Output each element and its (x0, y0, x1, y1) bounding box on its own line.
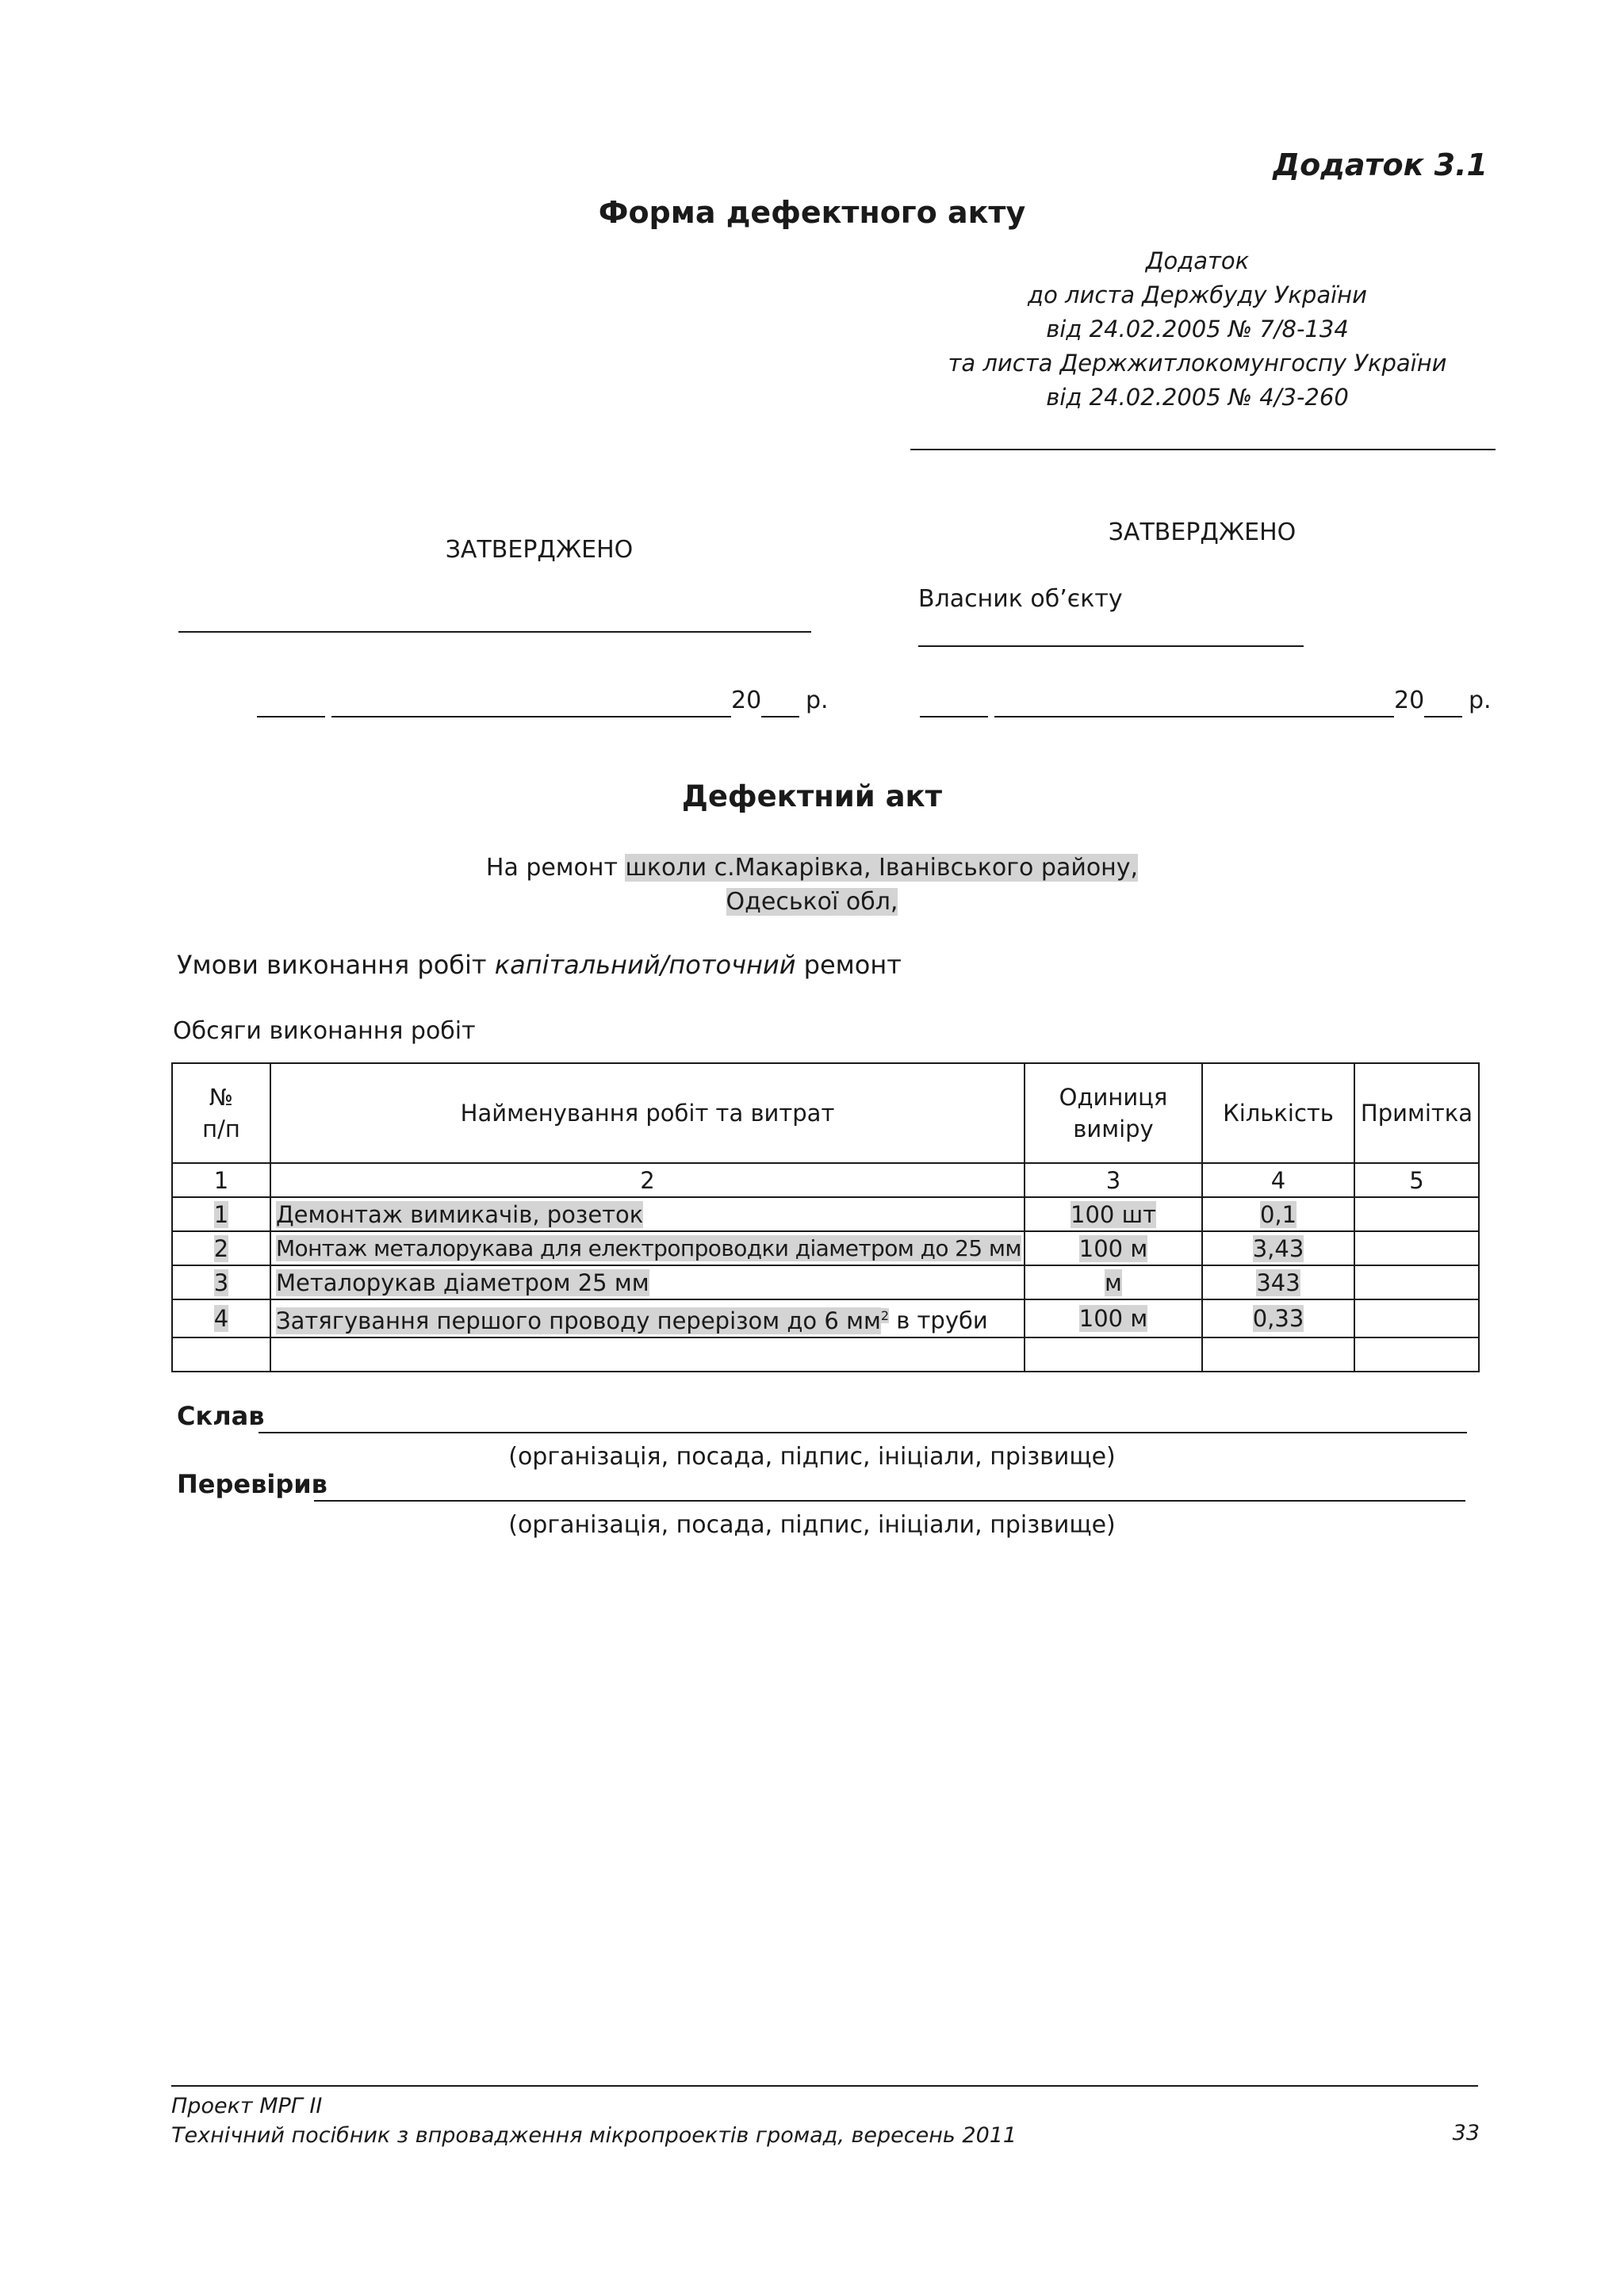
work-conditions (177, 950, 902, 980)
row-num: 3 (213, 1269, 229, 1296)
reference-line: від 24.02.2005 № 4/3-260 (1046, 384, 1349, 411)
table-row-empty (172, 1337, 1479, 1372)
column-number: 3 (1025, 1163, 1202, 1197)
act-title: Дефектний акт (681, 779, 943, 813)
date-month-line-left (331, 716, 731, 718)
conditions-prefix: Умови виконання робіт (177, 950, 495, 980)
owner-label: Власник об’єкту (918, 585, 1123, 613)
reference-underline (910, 449, 1496, 450)
column-number-row (172, 1163, 1479, 1197)
reference-line: Додаток (1145, 247, 1250, 274)
repair-prefix: На ремонт (485, 854, 626, 882)
header-unit: Одиниця виміру (1025, 1063, 1202, 1163)
date-month-line-right (994, 716, 1394, 718)
reference-line: до листа Держбуду України (1028, 281, 1367, 308)
owner-line (918, 645, 1304, 647)
footer (171, 2091, 1017, 2150)
date-day-line-right (920, 716, 988, 718)
row-note (1354, 1265, 1479, 1299)
table-header-row (172, 1063, 1479, 1163)
row-unit: 100 шт (1071, 1200, 1156, 1228)
table-row (172, 1265, 1479, 1299)
volumes-label: Обсяги виконання робіт (173, 1017, 476, 1045)
page-number: 33 (1452, 2121, 1480, 2145)
reference-block (896, 244, 1499, 415)
row-name: Затягування першого проводу перерізом до 6 мм (276, 1307, 881, 1334)
column-number: 1 (172, 1163, 270, 1197)
appendix-label: Додаток 3.1 (1273, 147, 1488, 182)
row-note (1354, 1197, 1479, 1231)
footer-rule (171, 2085, 1478, 2087)
row-name-tail: в труби (889, 1307, 988, 1334)
header-num: № п/п (172, 1063, 270, 1163)
checked-by-label: Перевірив (177, 1469, 327, 1499)
works-table (171, 1062, 1480, 1372)
column-number: 2 (270, 1163, 1025, 1197)
table-row (172, 1231, 1479, 1265)
row-unit: 100 м (1078, 1234, 1148, 1262)
row-num: 1 (213, 1200, 229, 1228)
compiled-by-hint: (організація, посада, підпис, ініціали, прізвище) (508, 1443, 1116, 1471)
row-note (1354, 1231, 1479, 1265)
row-note (1354, 1299, 1479, 1337)
row-name: Демонтаж вимикачів, розеток (276, 1200, 644, 1228)
repair-object-line1: школи с.Макарівка, Іванівського району, (625, 854, 1139, 882)
row-qty: 0,33 (1252, 1304, 1304, 1332)
approved-label-left: ЗАТВЕРДЖЕНО (445, 536, 634, 564)
header-quantity: Кількість (1202, 1063, 1354, 1163)
year-suffix-left: р. (806, 687, 829, 714)
row-name: Монтаж металорукава для електропроводки діаметром до 25 мм (276, 1234, 1021, 1261)
year-line-left (761, 716, 799, 718)
footer-line: Проект МРГ ІІ (171, 2094, 323, 2118)
checked-by-line (314, 1500, 1465, 1502)
repair-object-line2: Одеської обл, (726, 888, 898, 916)
form-title: Форма дефектного акту (598, 195, 1026, 230)
reference-line: від 24.02.2005 № 7/8-134 (1046, 316, 1349, 342)
conditions-type: капітальний/поточний (494, 950, 796, 980)
year-suffix-right: р. (1469, 687, 1492, 714)
conditions-suffix: ремонт (795, 950, 902, 980)
reference-line: та листа Держжитлокомунгоспу України (948, 350, 1447, 377)
table-row (172, 1197, 1479, 1231)
compiled-by-label: Склав (177, 1401, 265, 1431)
approver-line-left (178, 631, 811, 633)
row-name: Металорукав діаметром 25 мм (276, 1269, 649, 1296)
checked-by-hint: (організація, посада, підпис, ініціали, прізвище) (508, 1511, 1116, 1539)
row-qty: 3,43 (1252, 1234, 1304, 1262)
header-note: Примітка (1354, 1063, 1479, 1163)
header-name: Найменування робіт та витрат (270, 1063, 1025, 1163)
row-unit: м (1105, 1269, 1122, 1296)
approved-label-right: ЗАТВЕРДЖЕНО (1108, 519, 1297, 546)
row-qty: 343 (1256, 1269, 1300, 1296)
compiled-by-line (259, 1432, 1467, 1433)
date-day-line-left (257, 716, 325, 718)
column-number: 5 (1354, 1163, 1479, 1197)
table-row (172, 1299, 1479, 1337)
footer-line: Технічний посібник з впровадження мікропроектів громад, вересень 2011 (171, 2123, 1017, 2148)
row-num: 2 (213, 1234, 229, 1262)
year-prefix-left: 20 (731, 687, 762, 714)
repair-object (0, 851, 1624, 919)
row-unit: 100 м (1078, 1304, 1148, 1332)
row-num: 4 (213, 1304, 229, 1332)
year-prefix-right: 20 (1394, 687, 1425, 714)
year-line-right (1424, 716, 1462, 718)
row-name-superscript: 2 (880, 1308, 890, 1323)
row-qty: 0,1 (1259, 1200, 1297, 1228)
column-number: 4 (1202, 1163, 1354, 1197)
